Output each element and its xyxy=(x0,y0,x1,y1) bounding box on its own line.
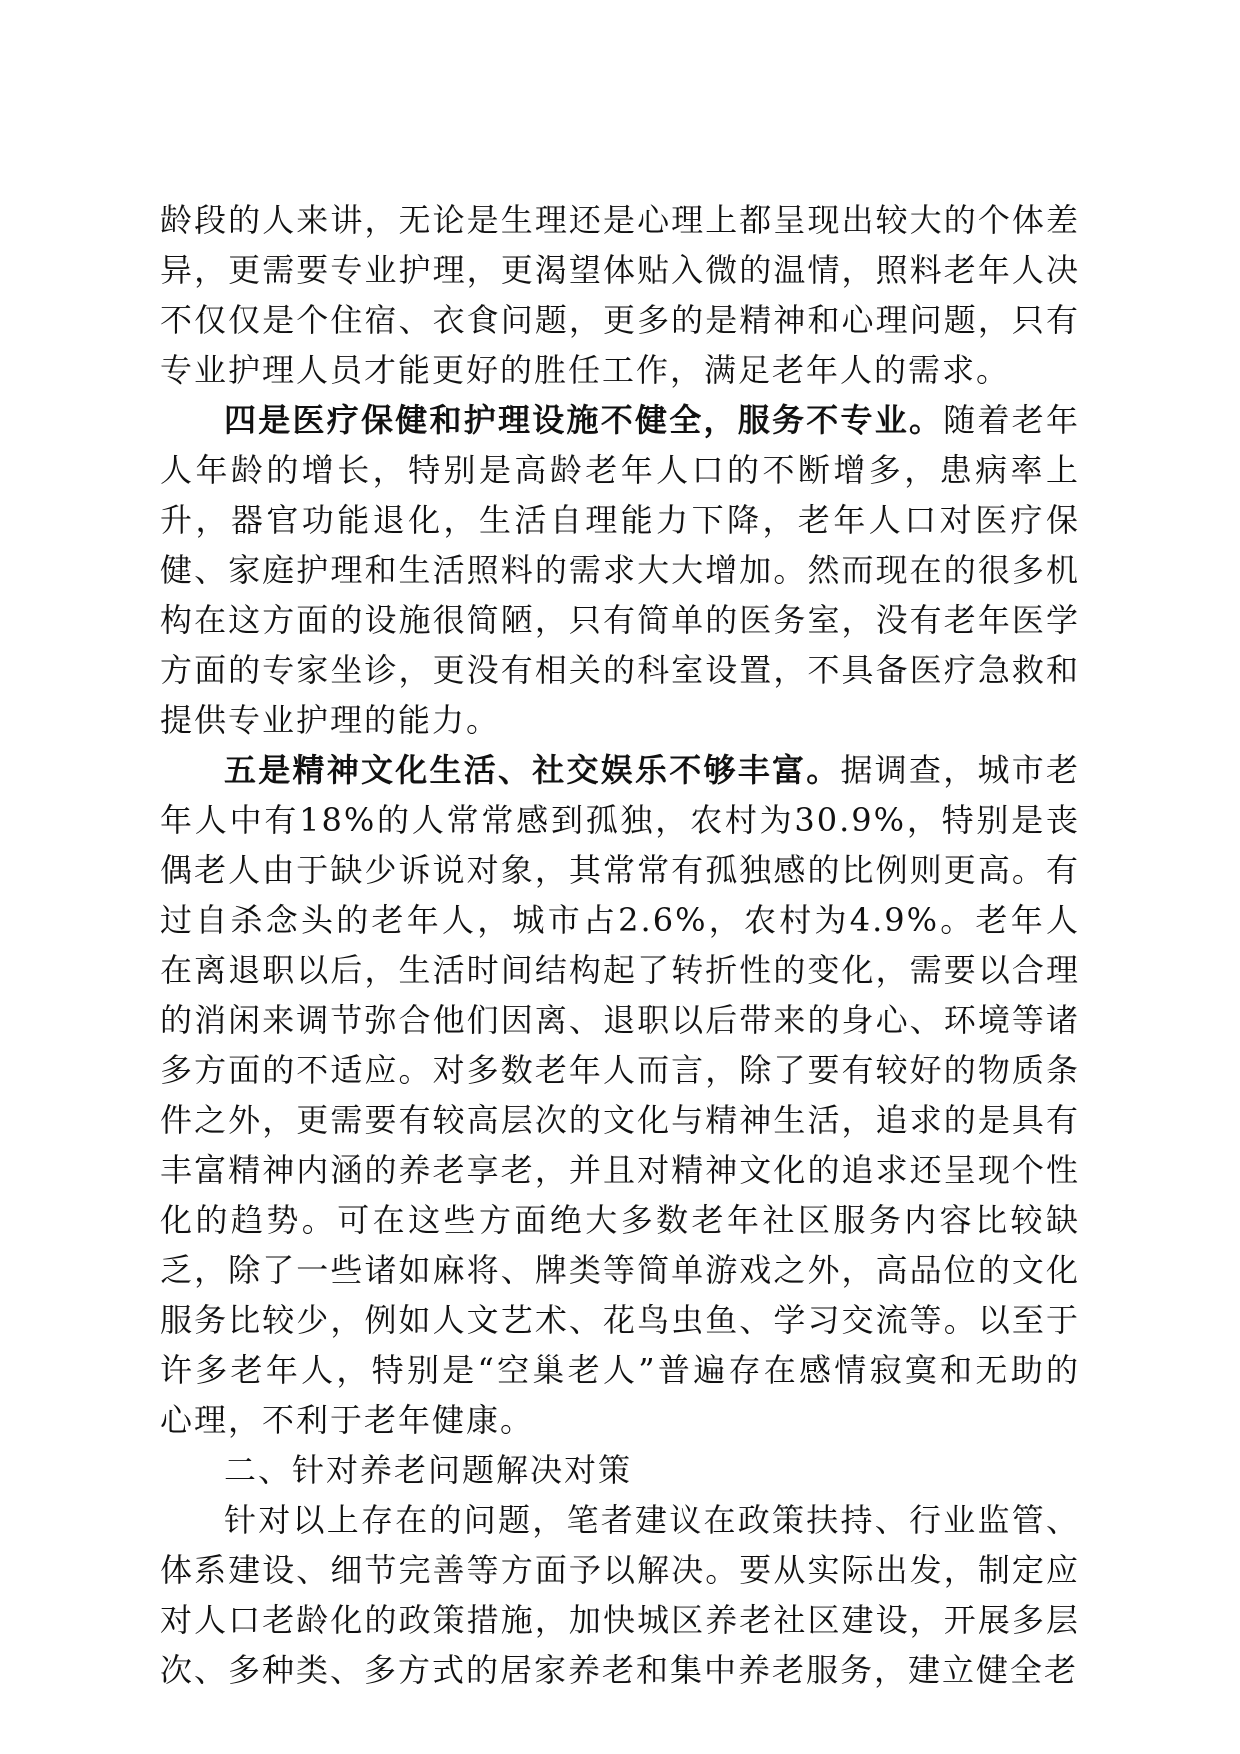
paragraph-medical-care xyxy=(160,395,1080,745)
paragraph-text: 针对以上存在的问题，笔者建议在政策扶持、行业监管、体系建设、细节完善等方面予以解决。要从实际出发，制定应对人口老龄化的政策措施，加快城区养老社区建设，开展多层次、多种类、多方式的居家养老和集中养老服务，建立健全老 xyxy=(160,1501,1080,1689)
paragraph-countermeasures xyxy=(160,1495,1080,1695)
paragraph-cultural-life xyxy=(160,745,1080,1445)
paragraph-text: 随着老年人年龄的增长，特别是高龄老年人口的不断增多，患病率上升，器官功能退化，生活自理能力下降，老年人口对医疗保健、家庭护理和生活照料的需求大大增加。然而现在的很多机构在这方面的设施很简陋，只有简单的医务室，没有老年医学方面的专家坐诊，更没有相关的科室设置，不具备医疗急救和提供专业护理的能力。 xyxy=(160,401,1080,739)
paragraph-continuation xyxy=(160,195,1080,395)
paragraph-lead: 五是精神文化生活、社交娱乐不够丰富。 xyxy=(224,751,841,789)
paragraph-text: 据调查，城市老年人中有18%的人常常感到孤独，农村为30.9%，特别是丧偶老人由于缺少诉说对象，其常常有孤独感的比例则更高。有过自杀念头的老年人，城市占2.6%，农村为4.9%。老年人在离退职以后，生活时间结构起了转折性的变化，需要以合理的消闲来调节弥合他们因离、退职以后带来的身心、环境等诸多方面的不适应。对多数老年人而言，除了要有较好的物质条件之外，更需要有较高层次的文化与精神生活，追求的是具有丰富精神内涵的养老享老，并且对精神文化的追求还呈现个性化的趋势。可在这些方面绝大多数老年社区服务内容比较缺乏，除了一些诸如麻将、牌类等简单游戏之外，高品位的文化服务比较少，例如人文艺术、花鸟虫鱼、学习交流等。以至于许多老年人，特别是“空巢老人”普遍存在感情寂寞和无助的心理，不利于老年健康。 xyxy=(160,751,1080,1439)
paragraph-lead: 四是医疗保健和护理设施不健全，服务不专业。 xyxy=(224,401,944,439)
section-heading: 二、针对养老问题解决对策 xyxy=(224,1451,633,1489)
document-page xyxy=(160,195,1080,1695)
paragraph-text: 龄段的人来讲，无论是生理还是心理上都呈现出较大的个体差异，更需要专业护理，更渴望体贴入微的温情，照料老年人决不仅仅是个住宿、衣食问题，更多的是精神和心理问题，只有专业护理人员才能更好的胜任工作，满足老年人的需求。 xyxy=(160,201,1080,389)
